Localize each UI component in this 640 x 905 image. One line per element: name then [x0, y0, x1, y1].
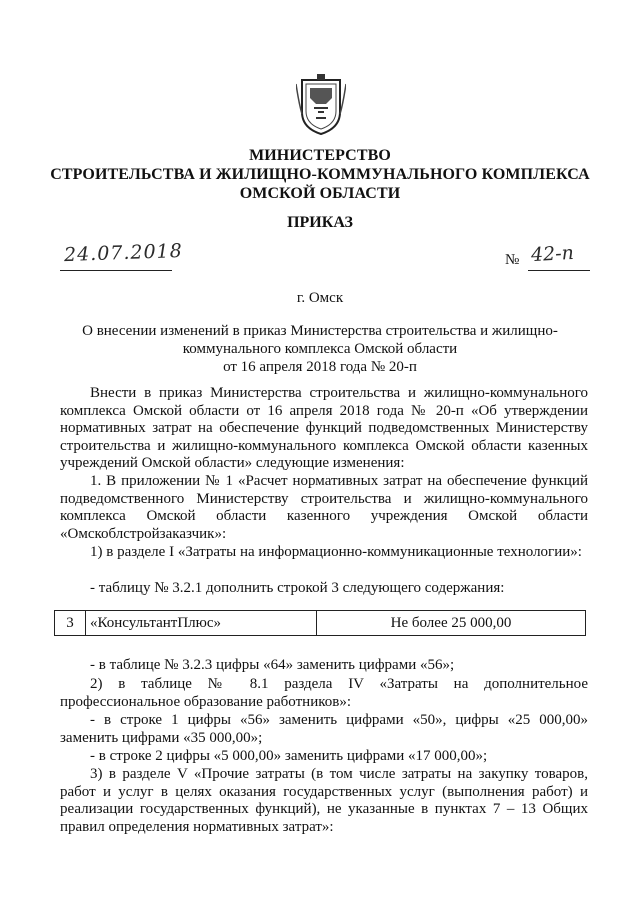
item-1-1: 1) в разделе I «Затраты на информационно-коммуникационные технологии»:: [90, 544, 582, 560]
ministry-title-line3: ОМСКОЙ ОБЛАСТИ: [239, 185, 401, 202]
ministry-title-line1: МИНИСТЕРСТВО: [249, 147, 391, 164]
ministry-title: [0, 146, 640, 203]
omsk-coat-of-arms-icon: [296, 74, 346, 136]
item-1-3: 3) в разделе V «Прочие затраты (в том числе затраты на закупку товаров, работ и услуг в целях оказания государственных услуг (выполнения работ) и реализации государственных функций), не указанные в пунктах 7 – 13 Общих правил определения нормативных затрат»:: [60, 766, 588, 835]
intro-paragraph: Внести в приказ Министерства строительства и жилищно-коммунального комплекса Омской области от 16 апреля 2018 года № 20-п «Об утверждении нормативных затрат на обеспечение функций подведомственных Министерству строительства и жилищно-коммунального комплекса Омской области казенных учреждений Омской области» следующие изменения:: [60, 385, 588, 471]
item-1-1-a: - таблицу № 3.2.1 дополнить строкой 3 следующего содержания:: [90, 580, 505, 596]
city: г. Омск: [296, 290, 344, 306]
inserted-table-row: [54, 610, 586, 636]
table-cell-value: Не более 25 000,00: [317, 611, 586, 636]
table-cell-number: 3: [55, 611, 86, 636]
document-type: ПРИКАЗ: [287, 214, 353, 231]
item-1-2-b: - в строке 2 цифры «5 000,00» заменить цифрами «17 000,00»;: [90, 748, 488, 764]
number-sign: №: [505, 252, 520, 268]
subject-line2: коммунального комплекса Омской области: [182, 341, 458, 357]
table-cell-name: «КонсультантПлюс»: [86, 611, 317, 636]
item-1-2-a: - в строке 1 цифры «56» заменить цифрами «50», цифры «25 000,00» заменить цифрами «35 000,00»;: [60, 712, 588, 746]
item-1-1-b: - в таблице № 3.2.3 цифры «64» заменить цифрами «56»;: [90, 657, 455, 673]
subject-line1: О внесении изменений в приказ Министерства строительства и жилищно-: [82, 323, 558, 339]
item-1: 1. В приложении № 1 «Расчет нормативных затрат на обеспечение функций подведомственного Министерству строительства и жилищно-коммунального комплекса Омской области казенного учреждения Омской области «Омскоблстройзаказчик»:: [60, 473, 588, 542]
handwritten-date: 24.07.2018: [63, 239, 184, 267]
item-1-2: 2) в таблице № 8.1 раздела IV «Затраты на дополнительное профессиональное образование работников»:: [60, 676, 588, 710]
table-row: [55, 611, 586, 636]
handwritten-number: 42-п: [530, 241, 575, 267]
ministry-title-line2: СТРОИТЕЛЬСТВА И ЖИЛИЩНО-КОММУНАЛЬНОГО КОМПЛЕКСА: [50, 166, 590, 183]
subject-line3: от 16 апреля 2018 года № 20-п: [223, 359, 417, 375]
order-subject: [0, 322, 640, 376]
